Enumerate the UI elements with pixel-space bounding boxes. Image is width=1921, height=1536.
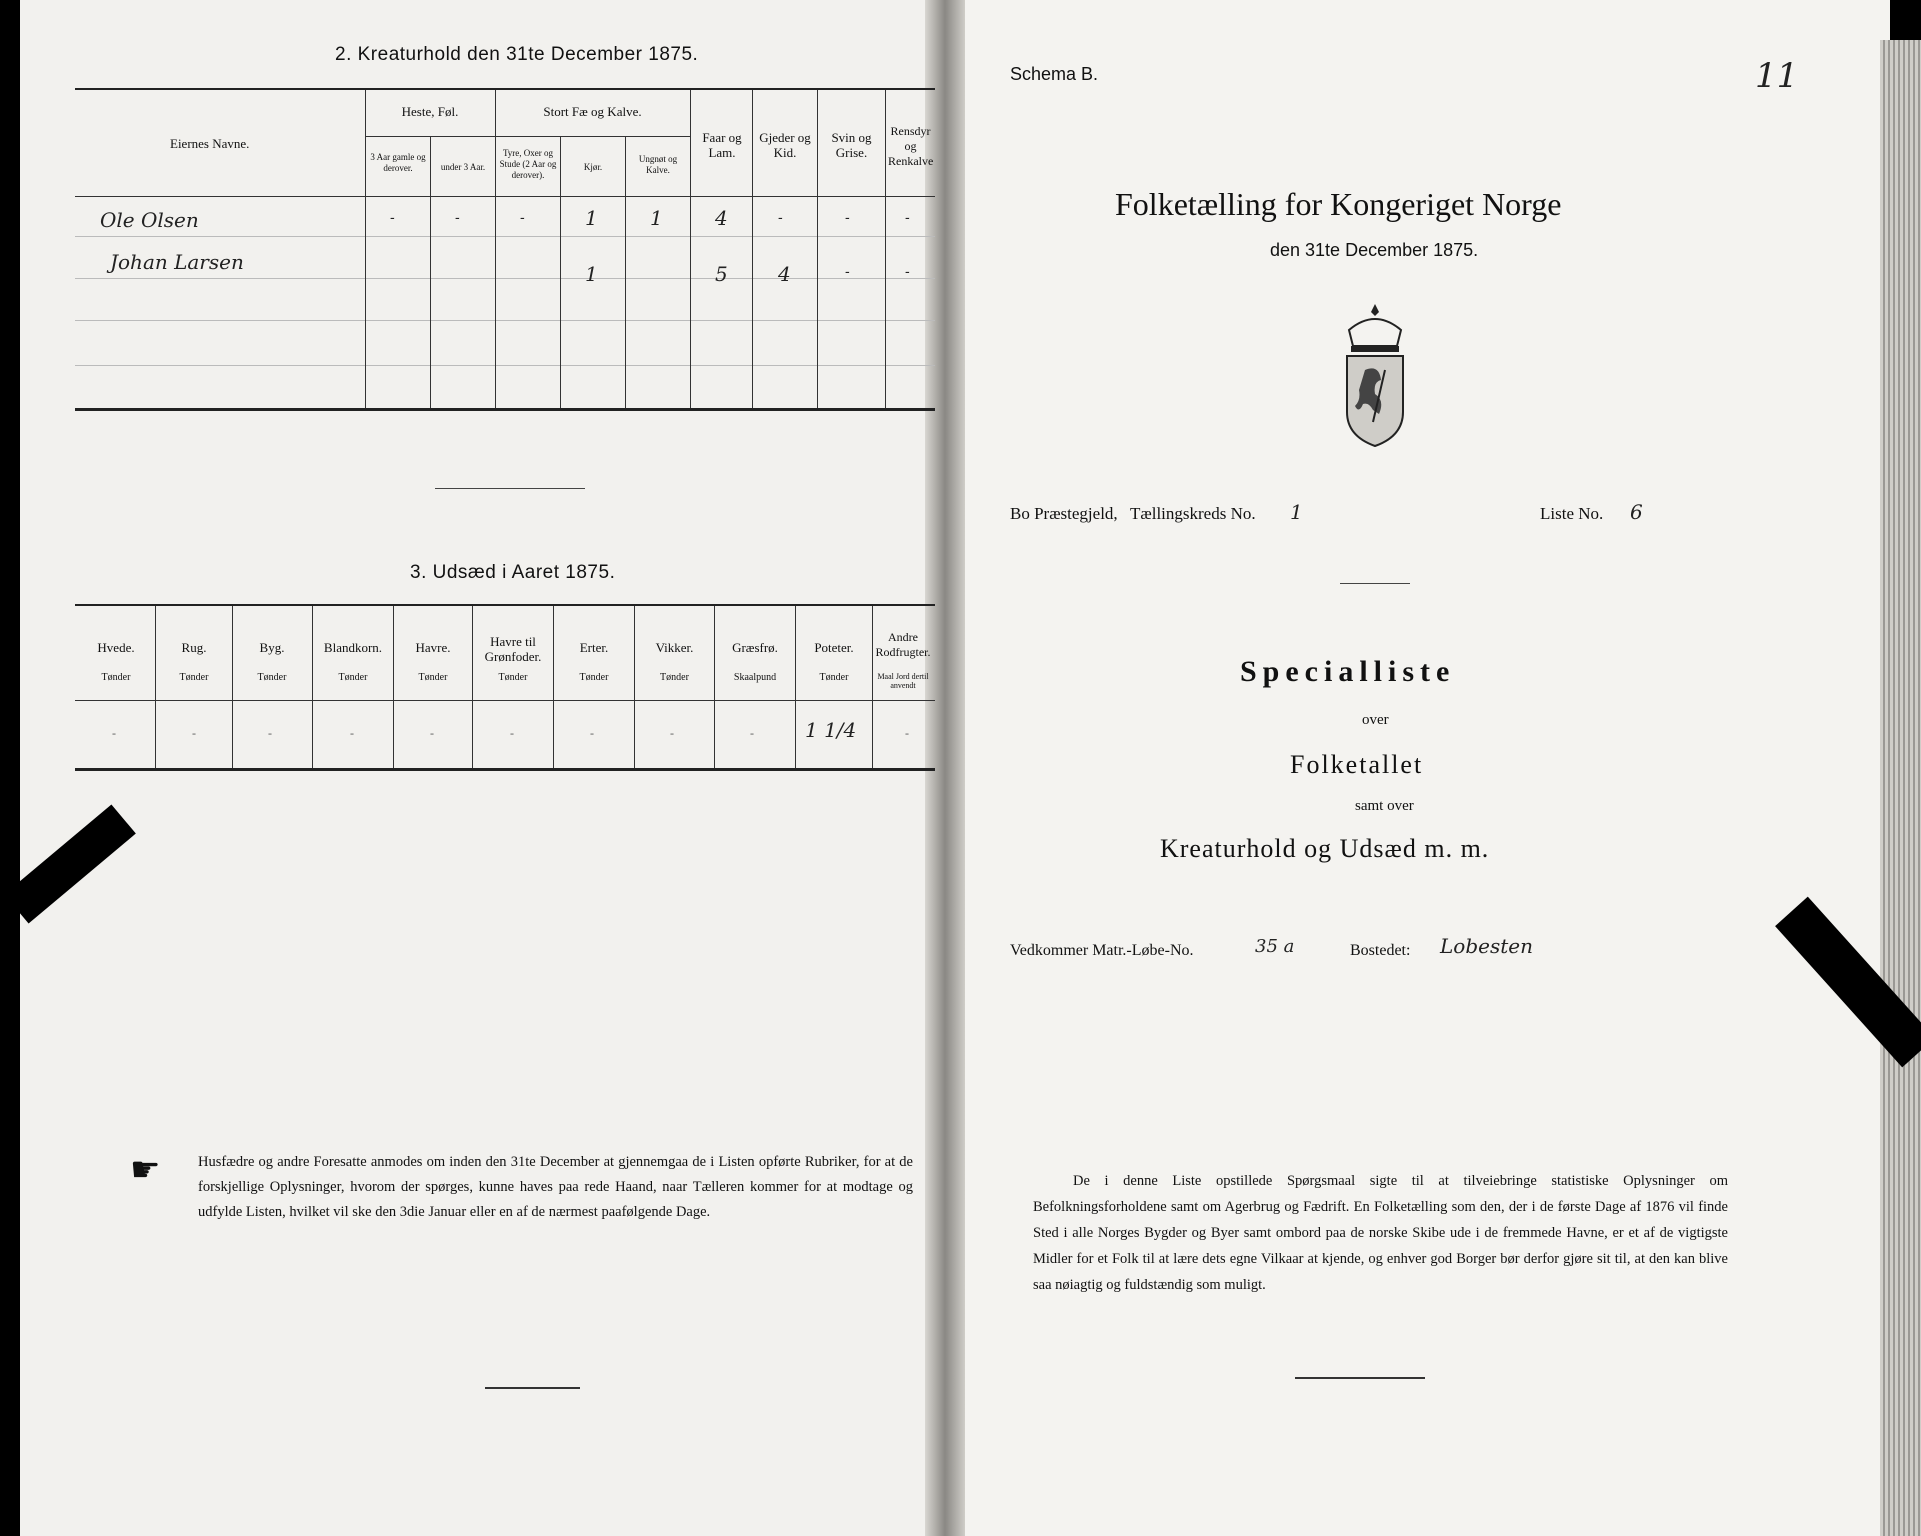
crop-value: - bbox=[905, 726, 909, 740]
divider bbox=[485, 1387, 580, 1389]
table2-row-rule bbox=[75, 320, 935, 321]
crop-head: Havre. bbox=[415, 640, 451, 655]
cell-value: 1 bbox=[650, 206, 663, 230]
owner-name: Ole Olsen bbox=[100, 208, 199, 232]
sub-kjor: Kjør. bbox=[583, 162, 603, 172]
cell-value: 1 bbox=[585, 262, 598, 286]
crop-value: - bbox=[268, 726, 272, 740]
sub-under3: under 3 Aar. bbox=[440, 162, 486, 172]
group-heste: Heste, Føl. bbox=[401, 104, 459, 119]
district-value: 1 bbox=[1290, 500, 1303, 524]
sub-ungnot: Ungnøt og Kalve. bbox=[638, 154, 678, 175]
col-rule bbox=[430, 136, 431, 408]
cell-value: 4 bbox=[715, 206, 728, 230]
owner-name: Johan Larsen bbox=[110, 250, 244, 274]
sub-tyre: Tyre, Oxer og Stude (2 Aar og derover). bbox=[499, 148, 557, 180]
crop-unit: Tønder bbox=[819, 672, 849, 683]
col-rule bbox=[232, 606, 233, 768]
crop-unit: Tønder bbox=[579, 672, 609, 683]
col-rule bbox=[472, 606, 473, 768]
crop-head: Vikker. bbox=[655, 640, 694, 655]
crop-head: Hvede. bbox=[97, 640, 135, 655]
crop-head: Poteter. bbox=[814, 640, 854, 655]
cell-value: - bbox=[845, 264, 850, 280]
table2-row-rule bbox=[75, 365, 935, 366]
group-gjeder: Gjeder og Kid. bbox=[759, 130, 811, 160]
cell-value: 1 bbox=[585, 206, 598, 230]
district-label: Tællingskreds No. bbox=[1130, 504, 1256, 523]
crop-value: - bbox=[192, 726, 196, 740]
matr-value: 35 a bbox=[1255, 936, 1295, 957]
crop-value: - bbox=[590, 726, 594, 740]
list-label: Liste No. bbox=[1540, 504, 1604, 523]
crop-unit: Tønder bbox=[101, 672, 131, 683]
crop-unit: Tønder bbox=[179, 672, 209, 683]
col-rule bbox=[817, 90, 818, 408]
main-title: Folketælling for Kongeriget Norge bbox=[1115, 186, 1562, 222]
col-rule bbox=[495, 90, 496, 408]
cell-value: - bbox=[390, 210, 395, 226]
col-rule bbox=[393, 606, 394, 768]
page-number: 11 bbox=[1755, 56, 1799, 96]
col-rule bbox=[714, 606, 715, 768]
crop-value: - bbox=[430, 726, 434, 740]
folketallet-heading: Folketallet bbox=[1290, 750, 1424, 779]
col-rule bbox=[625, 136, 626, 408]
crop-value: - bbox=[112, 726, 116, 740]
bosted-label: Bostedet: bbox=[1350, 942, 1411, 959]
census-date: den 31te December 1875. bbox=[1270, 240, 1479, 260]
col-rule bbox=[560, 136, 561, 408]
table2-top-rule bbox=[75, 88, 935, 90]
samt-over-label: samt over bbox=[1355, 798, 1414, 814]
notice-text: Husfædre og andre Foresatte anmodes om inden den 31te December at gjennemgaa de i Listen opførte Rubriker, for at de forskjellige Oplysninger, hvorom der spørges, kunne haves paa rede Haand, naar Tælleren kommer for at modtage og udfylde Listen, hvilket vil ske den 3die Januar eller en af de nærmest paafølgende Dage. bbox=[198, 1154, 913, 1220]
cell-value: - bbox=[845, 210, 850, 226]
cell-value: - bbox=[778, 210, 783, 226]
coat-of-arms-icon bbox=[1335, 300, 1415, 450]
table2-bottom-rule bbox=[75, 408, 935, 411]
crop-unit: Tønder bbox=[338, 672, 368, 683]
col-rule bbox=[885, 90, 886, 408]
parish: Bo Præstegjeld, bbox=[1010, 504, 1118, 523]
divider bbox=[1340, 583, 1410, 584]
cell-value: - bbox=[455, 210, 460, 226]
intro-text: De i denne Liste opstillede Spørgsmaal sigte til at tilveiebringe statistiske Oplysninger om Befolkningsforholdene samt om Agerbrug og Fædrift. En Folketælling som den, der i de første Dage af 1876 vil finde Sted i alle Norges Bygder og Byer samt ombord paa de norske Skibe ude i de fremmede Havne, er et af de vigtigste Midler for et Folk til at lære dets egne Vilkaar at kjende, og enhver god Borger bør derfor gjøre sit til, at den kan blive saa nøiagtig og fuldstændig som muligt. bbox=[1033, 1173, 1728, 1293]
cell-value: - bbox=[520, 210, 525, 226]
crop-unit: Tønder bbox=[498, 672, 528, 683]
col-rule bbox=[690, 90, 691, 408]
crop-value: - bbox=[510, 726, 514, 740]
table2-row-rule bbox=[75, 236, 935, 237]
owner-header: Eiernes Navne. bbox=[170, 136, 250, 151]
group-svin: Svin og Grise. bbox=[831, 130, 872, 160]
col-rule bbox=[155, 606, 156, 768]
crop-head: Andre Rodfrugter. bbox=[875, 630, 931, 659]
page-edges bbox=[1880, 40, 1921, 1536]
cell-value: 4 bbox=[778, 262, 791, 286]
crop-value: - bbox=[350, 726, 354, 740]
crop-head: Rug. bbox=[181, 640, 207, 655]
list-value: 6 bbox=[1630, 500, 1643, 524]
col-rule bbox=[365, 90, 366, 408]
group-rensdyr: Rensdyr og Renkalve bbox=[888, 124, 934, 168]
section2-title: 2. Kreaturhold den 31te December 1875. bbox=[335, 44, 699, 65]
cell-value: 5 bbox=[715, 262, 728, 286]
specialliste-heading: Specialliste bbox=[1240, 655, 1456, 688]
crop-value: - bbox=[750, 726, 754, 740]
bosted-value: Lobesten bbox=[1440, 934, 1533, 958]
crop-head: Byg. bbox=[259, 640, 285, 655]
col-rule bbox=[312, 606, 313, 768]
pointing-hand-icon: ☛ bbox=[130, 1152, 161, 1189]
table3-bottom-rule bbox=[75, 768, 935, 771]
crop-unit: Skaalpund bbox=[733, 672, 777, 683]
crop-unit: Tønder bbox=[257, 672, 287, 683]
col-rule bbox=[553, 606, 554, 768]
schema-label: Schema B. bbox=[1010, 64, 1099, 84]
crop-head: Blandkorn. bbox=[323, 640, 383, 655]
divider bbox=[435, 488, 585, 489]
sub-3aar: 3 Aar gamle og derover. bbox=[370, 152, 426, 173]
group-rule bbox=[365, 136, 690, 137]
group-stort-fae: Stort Fæ og Kalve. bbox=[543, 104, 642, 119]
crop-value: 1 1/4 bbox=[805, 718, 857, 742]
crop-unit: Tønder bbox=[418, 672, 448, 683]
group-faar: Faar og Lam. bbox=[702, 130, 742, 160]
crop-value: - bbox=[670, 726, 674, 740]
matr-label: Vedkommer Matr.-Løbe-No. bbox=[1010, 942, 1194, 959]
cell-value: - bbox=[905, 210, 910, 226]
kreaturhold-heading: Kreaturhold og Udsæd m. m. bbox=[1160, 834, 1490, 863]
table2-header-rule bbox=[75, 196, 935, 197]
divider bbox=[1295, 1377, 1425, 1379]
over-label: over bbox=[1362, 712, 1389, 728]
col-rule bbox=[795, 606, 796, 768]
col-rule bbox=[752, 90, 753, 408]
table3-header-rule bbox=[75, 700, 935, 701]
section3-title: 3. Udsæd i Aaret 1875. bbox=[410, 562, 616, 583]
table2-row-rule bbox=[75, 278, 935, 279]
crop-unit: Tønder bbox=[660, 672, 689, 683]
col-rule bbox=[634, 606, 635, 768]
crop-unit: Maal Jord dertil anvendt bbox=[877, 672, 929, 690]
cell-value: - bbox=[905, 264, 910, 280]
crop-head: Erter. bbox=[579, 640, 609, 655]
crop-head: Havre til Grønfoder. bbox=[484, 634, 542, 664]
table3-top-rule bbox=[75, 604, 935, 606]
crop-head: Græsfrø. bbox=[732, 640, 778, 655]
